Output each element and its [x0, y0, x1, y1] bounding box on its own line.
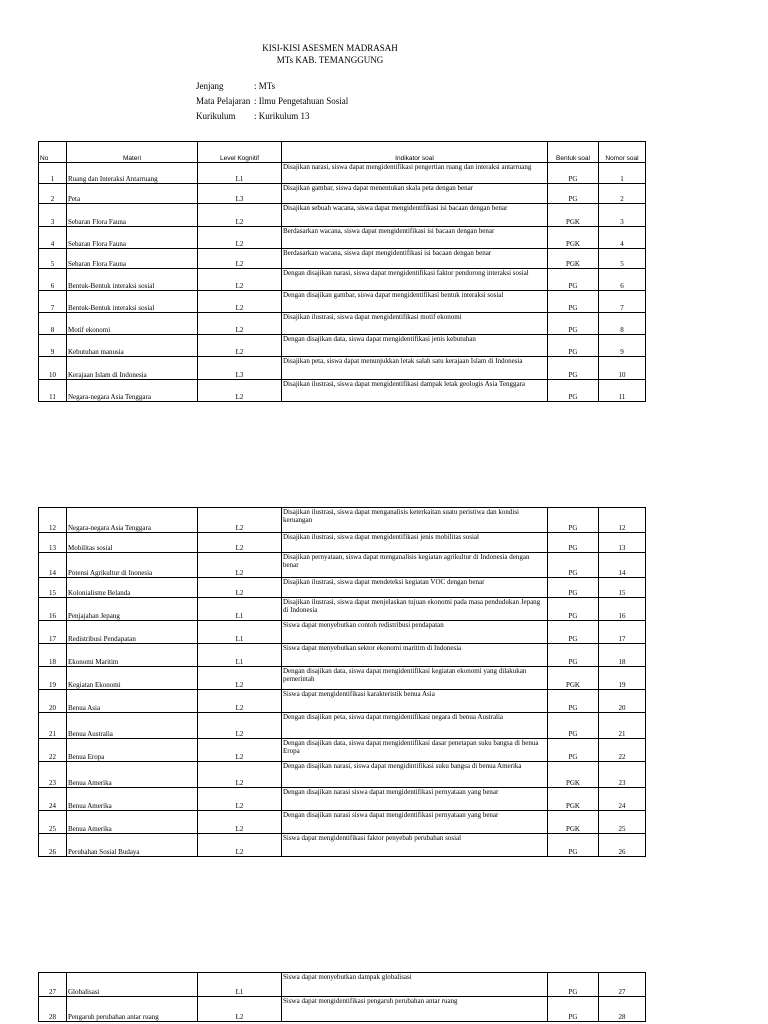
- cell-bentuk: PG: [548, 313, 599, 335]
- cell-level: L2: [198, 690, 282, 713]
- cell-bentuk: PGK: [548, 249, 599, 269]
- cell-indikator: Disajikan ilustrasi, siswa dapat menjelaskan tujuan ekonomi pada masa pendudukan Jepang di Indonesia: [282, 598, 548, 621]
- cell-nomor: 3: [599, 204, 646, 227]
- table-row: [39, 380, 646, 402]
- cell-bentuk: PGK: [548, 204, 599, 227]
- cell-materi: Mobilitas sosial: [67, 533, 198, 553]
- cell-materi: Kolonialisme Belanda: [67, 578, 198, 598]
- cell-materi: Sebaran Flora Fauna: [67, 249, 198, 269]
- cell-bentuk: PG: [548, 335, 599, 357]
- cell-indikator: Siswa dapat menyebutkan contoh redistribusi pendapatan: [282, 621, 548, 644]
- cell-level: L2: [198, 811, 282, 834]
- cell-bentuk: PG: [548, 690, 599, 713]
- cell-materi: Kebutuhan manusia: [67, 335, 198, 357]
- cell-nomor: 22: [599, 739, 646, 762]
- cell-no: 26: [39, 834, 67, 857]
- cell-no: 10: [39, 357, 67, 380]
- cell-bentuk: PG: [548, 533, 599, 553]
- cell-indikator: Dengan disajikan narasi, siswa dapat mengidentifikasi faktor pendorong interaksi sosial: [282, 269, 548, 291]
- cell-indikator: Dengan disajikan data, siswa dapat mengidentifikasi dasar penetapan suku bangsa di benua Eropa: [282, 739, 548, 762]
- cell-no: 12: [39, 508, 67, 533]
- cell-no: 24: [39, 788, 67, 811]
- table-row: [39, 291, 646, 313]
- table-row: [39, 762, 646, 788]
- cell-nomor: 7: [599, 291, 646, 313]
- cell-no: 7: [39, 291, 67, 313]
- table-row: [39, 533, 646, 553]
- cell-level: L2: [198, 788, 282, 811]
- table-row: [39, 667, 646, 690]
- cell-indikator: Siswa dapat menyebutkan sektor ekonomi maritim di Indonesia: [282, 644, 548, 667]
- meta-value: : MTs: [254, 81, 276, 91]
- cell-nomor: 25: [599, 811, 646, 834]
- table-row: [39, 508, 646, 533]
- cell-materi: Redistribusi Pendapatan: [67, 621, 198, 644]
- cell-no: 18: [39, 644, 67, 667]
- cell-materi: Sebaran Flora Fauna: [67, 204, 198, 227]
- cell-no: 14: [39, 553, 67, 578]
- cell-indikator: Dengan disajikan peta, siswa dapat mengidentifikasi negara di benua Australia: [282, 713, 548, 739]
- cell-no: 4: [39, 227, 67, 249]
- cell-bentuk: PG: [548, 713, 599, 739]
- cell-level: L2: [198, 380, 282, 402]
- cell-indikator: Disajikan sebuah wacana, siswa dapat mengidentifikasi isi bacaan dengan benar: [282, 204, 548, 227]
- cell-nomor: 4: [599, 227, 646, 249]
- cell-indikator: Dengan disajikan narasi siswa dapat mengidentifikasi pernyataan yang benar: [282, 811, 548, 834]
- column-header-nomor: Nomor soal: [599, 142, 646, 163]
- cell-no: 15: [39, 578, 67, 598]
- table-row: [39, 788, 646, 811]
- cell-no: 21: [39, 713, 67, 739]
- column-header-indikator: Indikator soal: [282, 142, 548, 163]
- cell-materi: Benua Amerika: [67, 811, 198, 834]
- cell-level: L2: [198, 204, 282, 227]
- cell-nomor: 23: [599, 762, 646, 788]
- cell-nomor: 19: [599, 667, 646, 690]
- cell-materi: Kegiatan Ekonomi: [67, 667, 198, 690]
- cell-materi: Bentuk-Bentuk interaksi sosial: [67, 269, 198, 291]
- cell-no: 3: [39, 204, 67, 227]
- table-row: [39, 357, 646, 380]
- cell-nomor: 24: [599, 788, 646, 811]
- table-row: [39, 739, 646, 762]
- cell-materi: Negara-negara Asia Tenggara: [67, 380, 198, 402]
- cell-nomor: 15: [599, 578, 646, 598]
- cell-materi: Ekonomi Maritim: [67, 644, 198, 667]
- cell-materi: Ruang dan Interaksi Antarruang: [67, 163, 198, 184]
- cell-nomor: 2: [599, 184, 646, 204]
- meta-row-jenjang: [196, 79, 348, 94]
- cell-no: 8: [39, 313, 67, 335]
- cell-indikator: Disajikan narasi, siswa dapat mengidentifikasi pengertian ruang dan interaksi antarruang: [282, 163, 548, 184]
- cell-materi: Benua Amerika: [67, 788, 198, 811]
- cell-nomor: 27: [599, 973, 646, 997]
- table-header-row: [39, 142, 646, 163]
- cell-level: L2: [198, 762, 282, 788]
- cell-level: L2: [198, 269, 282, 291]
- cell-level: L2: [198, 713, 282, 739]
- cell-level: L2: [198, 834, 282, 857]
- cell-level: L2: [198, 508, 282, 533]
- cell-nomor: 17: [599, 621, 646, 644]
- cell-level: L2: [198, 335, 282, 357]
- table-row: [39, 973, 646, 997]
- cell-no: 19: [39, 667, 67, 690]
- cell-bentuk: PG: [548, 508, 599, 533]
- cell-no: 6: [39, 269, 67, 291]
- cell-level: L2: [198, 578, 282, 598]
- table-row: [39, 598, 646, 621]
- cell-indikator: Dengan disajikan narasi, siswa dapat mengidintifikasi suku bangsa di benua Amerika: [282, 762, 548, 788]
- cell-bentuk: PG: [548, 357, 599, 380]
- cell-bentuk: PG: [548, 834, 599, 857]
- cell-nomor: 8: [599, 313, 646, 335]
- table-row: [39, 335, 646, 357]
- cell-level: L2: [198, 667, 282, 690]
- cell-level: L2: [198, 249, 282, 269]
- cell-materi: Potensi Agrikultur di Inonesia: [67, 553, 198, 578]
- table-row: [39, 713, 646, 739]
- meta-value: : Ilmu Pengetahuan Sosial: [254, 96, 349, 106]
- cell-bentuk: PG: [548, 997, 599, 1022]
- cell-nomor: 1: [599, 163, 646, 184]
- cell-bentuk: PG: [548, 973, 599, 997]
- cell-level: L1: [198, 973, 282, 997]
- cell-indikator: Disajikan gambar, siswa dapat menentukan skala peta dengan benar: [282, 184, 548, 204]
- cell-bentuk: PG: [548, 739, 599, 762]
- column-header-materi: Materi: [67, 142, 198, 163]
- cell-indikator: Dengan disajikan data, siswa dapat mengidentifikasi jenis kebutuhan: [282, 335, 548, 357]
- cell-indikator: Berdasarkan wacana, siswa dapat mengidentifikasi isi bacaan dengan benar: [282, 227, 548, 249]
- cell-materi: Penjajahan Jepang: [67, 598, 198, 621]
- cell-indikator: Siswa dapat menyebutkan dampak globalisasi: [282, 973, 548, 997]
- kisi-kisi-table-1: [38, 141, 646, 402]
- cell-nomor: 16: [599, 598, 646, 621]
- cell-materi: Sebaran Flora Fauna: [67, 227, 198, 249]
- cell-bentuk: PG: [548, 578, 599, 598]
- cell-materi: Kerajaan Islam di Indonesia: [67, 357, 198, 380]
- cell-indikator: Dengan disajikan data, siswa dapat mengidentifikasi kegiatan ekonomi yang dilakukan pemerintah: [282, 667, 548, 690]
- cell-bentuk: PG: [548, 269, 599, 291]
- cell-indikator: Disajikan ilustrasi, siswa dapat mengidentifikasi motif ekonomi: [282, 313, 548, 335]
- table-row: [39, 313, 646, 335]
- cell-bentuk: PGK: [548, 667, 599, 690]
- cell-no: 1: [39, 163, 67, 184]
- cell-nomor: 9: [599, 335, 646, 357]
- cell-bentuk: PG: [548, 598, 599, 621]
- kisi-kisi-table-3: [38, 972, 646, 1022]
- cell-nomor: 26: [599, 834, 646, 857]
- table-row: [39, 269, 646, 291]
- cell-no: 9: [39, 335, 67, 357]
- cell-indikator: Disajikan ilustrasi, siswa dapat mengidentifikasi jenis mobilitas sosial: [282, 533, 548, 553]
- cell-nomor: 10: [599, 357, 646, 380]
- cell-no: 27: [39, 973, 67, 997]
- cell-level: L2: [198, 533, 282, 553]
- cell-nomor: 20: [599, 690, 646, 713]
- cell-bentuk: PG: [548, 644, 599, 667]
- cell-indikator: Disajikan ilustrasi, siswa dapat mengidentifikasi dampak letak geologis Asia Tenggara: [282, 380, 548, 402]
- table-row: [39, 204, 646, 227]
- kisi-kisi-table-2: [38, 507, 646, 857]
- cell-level: L1: [198, 598, 282, 621]
- cell-nomor: 12: [599, 508, 646, 533]
- meta-row-kurikulum: [196, 109, 348, 124]
- cell-no: 25: [39, 811, 67, 834]
- cell-materi: Perubahan Sosial Budaya: [67, 834, 198, 857]
- document-subtitle: MTs KAB. TEMANGGUNG: [276, 55, 384, 65]
- cell-level: L2: [198, 553, 282, 578]
- cell-indikator: Siswa dapat mengidentifikasi karakteristik benua Asia: [282, 690, 548, 713]
- table-row: [39, 184, 646, 204]
- table-row: [39, 249, 646, 269]
- cell-materi: Pengaruh perubahan antar ruang: [67, 997, 198, 1022]
- meta-value: : Kurikulum 13: [254, 111, 310, 121]
- cell-no: 16: [39, 598, 67, 621]
- cell-level: L2: [198, 739, 282, 762]
- column-header-bentuk: Bentuk soal: [548, 142, 599, 163]
- cell-bentuk: PG: [548, 553, 599, 578]
- cell-materi: Globalisasi: [67, 973, 198, 997]
- cell-indikator: Disajikan peta, siswa dapat menunjukkan letak salah satu kerajaan Islam di Indonesia: [282, 357, 548, 380]
- cell-bentuk: PGK: [548, 762, 599, 788]
- table-row: [39, 578, 646, 598]
- meta-key: Jenjang: [196, 81, 224, 91]
- cell-materi: Benua Australia: [67, 713, 198, 739]
- cell-level: L1: [198, 644, 282, 667]
- cell-materi: Motif ekonomi: [67, 313, 198, 335]
- cell-level: L2: [198, 291, 282, 313]
- cell-level: L1: [198, 163, 282, 184]
- cell-no: 11: [39, 380, 67, 402]
- cell-materi: Negara-negara Asia Tenggara: [67, 508, 198, 533]
- meta-key: Kurikulum: [196, 111, 236, 121]
- table-row: [39, 553, 646, 578]
- cell-indikator: Dengan disajikan gambar, siswa dapat mengidentifikasi bentuk interaksi sosial: [282, 291, 548, 313]
- cell-nomor: 5: [599, 249, 646, 269]
- table-row: [39, 997, 646, 1022]
- cell-nomor: 18: [599, 644, 646, 667]
- cell-materi: Benua Amerika: [67, 762, 198, 788]
- cell-no: 23: [39, 762, 67, 788]
- cell-no: 28: [39, 997, 67, 1022]
- meta-row-mapel: [196, 94, 348, 109]
- cell-indikator: Disajikan ilustrasi, siswa dapat menganalisis keterkaitan suatu peristiwa dan kondisi keruangan: [282, 508, 548, 533]
- cell-level: L3: [198, 357, 282, 380]
- cell-bentuk: PG: [548, 184, 599, 204]
- column-header-no: No: [39, 142, 67, 163]
- cell-no: 17: [39, 621, 67, 644]
- cell-nomor: 28: [599, 997, 646, 1022]
- document-meta: [196, 79, 348, 124]
- cell-no: 5: [39, 249, 67, 269]
- cell-materi: Benua Asia: [67, 690, 198, 713]
- cell-indikator: Berdasarkan wacana, siswa dapt mengidentifikasi isi bacaan dengan benar: [282, 249, 548, 269]
- cell-bentuk: PGK: [548, 811, 599, 834]
- cell-bentuk: PG: [548, 380, 599, 402]
- cell-bentuk: PGK: [548, 227, 599, 249]
- cell-indikator: Dengan disajikan narasi siswa dapat mengidentifikasi pernyataan yang benar: [282, 788, 548, 811]
- cell-indikator: Disajikan ilustrasi, siswa dapat mendeteksi kegiatan VOC dengan benar: [282, 578, 548, 598]
- table-row: [39, 163, 646, 184]
- table-row: [39, 644, 646, 667]
- cell-indikator: Siswa dapat mengidentifikasi faktor penyebab perubahan sosial: [282, 834, 548, 857]
- cell-bentuk: PG: [548, 163, 599, 184]
- cell-bentuk: PGK: [548, 788, 599, 811]
- table-row: [39, 227, 646, 249]
- cell-no: 2: [39, 184, 67, 204]
- column-header-level: Level Kognitif: [198, 142, 282, 163]
- cell-indikator: Disajikan pernyataan, siswa dapat menganalisis kegiatan agrikultur di Indonesia dengan benar: [282, 553, 548, 578]
- cell-level: L2: [198, 227, 282, 249]
- cell-indikator: Siswa dapat mengidentifikasi pengaruh perubahan antar ruang: [282, 997, 548, 1022]
- cell-level: L2: [198, 313, 282, 335]
- cell-nomor: 6: [599, 269, 646, 291]
- table-row: [39, 811, 646, 834]
- cell-no: 20: [39, 690, 67, 713]
- cell-nomor: 11: [599, 380, 646, 402]
- cell-nomor: 13: [599, 533, 646, 553]
- cell-no: 13: [39, 533, 67, 553]
- cell-bentuk: PG: [548, 291, 599, 313]
- table-row: [39, 621, 646, 644]
- cell-level: L2: [198, 997, 282, 1022]
- document-title: KISI-KISI ASESMEN MADRASAH: [262, 43, 398, 53]
- table-row: [39, 690, 646, 713]
- cell-nomor: 14: [599, 553, 646, 578]
- cell-materi: Benua Eropa: [67, 739, 198, 762]
- cell-materi: Bentuk-Bentuk interaksi sosial: [67, 291, 198, 313]
- cell-level: L1: [198, 621, 282, 644]
- cell-bentuk: PG: [548, 621, 599, 644]
- cell-no: 22: [39, 739, 67, 762]
- cell-nomor: 21: [599, 713, 646, 739]
- cell-level: L3: [198, 184, 282, 204]
- table-row: [39, 834, 646, 857]
- meta-key: Mata Pelajaran: [196, 96, 251, 106]
- cell-materi: Peta: [67, 184, 198, 204]
